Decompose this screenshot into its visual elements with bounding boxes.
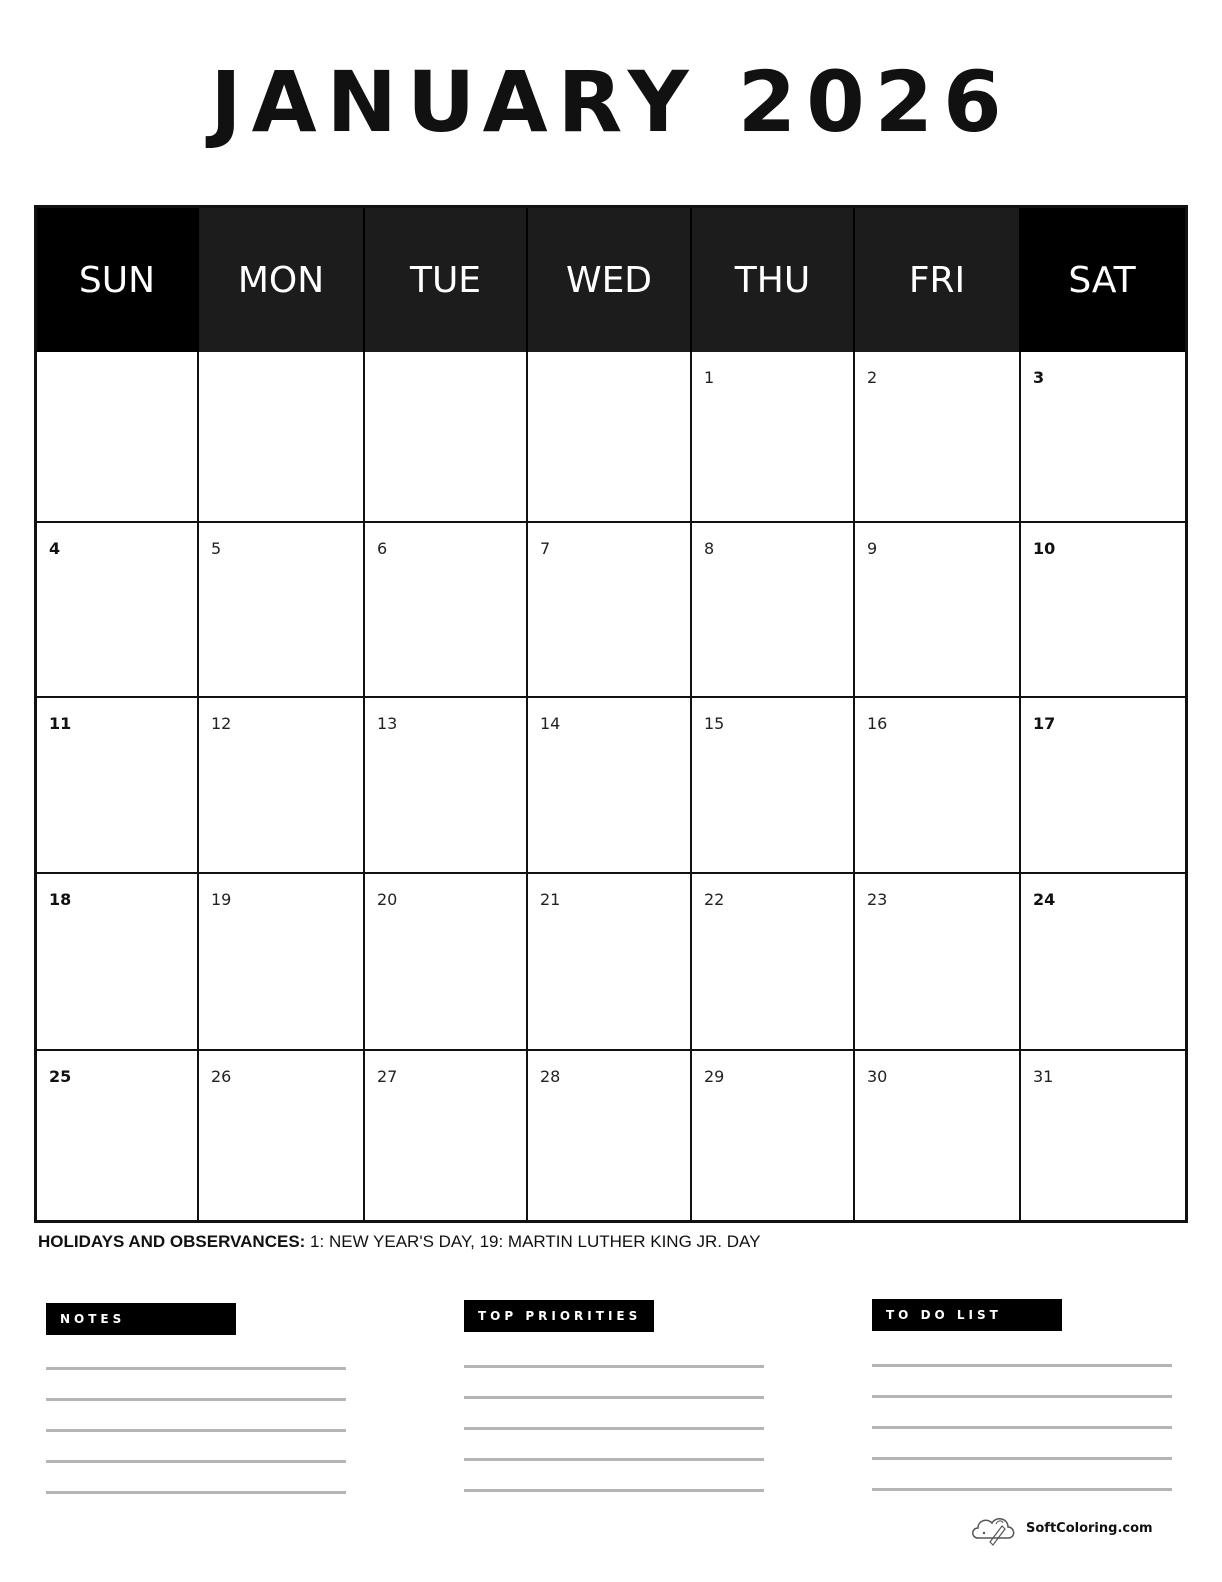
day-cell <box>1021 874 1185 1051</box>
day-cell <box>692 352 855 523</box>
day-cell <box>692 1051 855 1220</box>
day-cell <box>1021 698 1185 874</box>
day-number: 26 <box>211 1067 232 1086</box>
day-cell <box>199 1051 365 1220</box>
day-cell <box>37 352 199 523</box>
day-number: 16 <box>867 714 888 733</box>
day-number: 28 <box>540 1067 561 1086</box>
day-number: 24 <box>1033 890 1056 909</box>
holidays-label: HOLIDAYS AND OBSERVANCES: <box>38 1232 306 1251</box>
writing-line <box>464 1458 764 1461</box>
cloud-pencil-logo-icon <box>968 1508 1020 1548</box>
day-cell <box>855 874 1021 1051</box>
day-number: 27 <box>377 1067 398 1086</box>
writing-line <box>872 1457 1172 1460</box>
brand-watermark <box>968 1508 1153 1548</box>
day-cell <box>855 523 1021 698</box>
day-number: 8 <box>704 539 715 558</box>
writing-line <box>464 1396 764 1399</box>
weekday-header-thu: THU <box>692 208 855 352</box>
day-number: 5 <box>211 539 222 558</box>
day-cell <box>199 698 365 874</box>
notes-label: NOTES <box>46 1303 236 1335</box>
notes-section <box>46 1303 348 1335</box>
day-number: 9 <box>867 539 878 558</box>
weekday-header-mon: MON <box>199 208 365 352</box>
day-cell <box>692 698 855 874</box>
day-number: 13 <box>377 714 398 733</box>
day-number: 1 <box>704 368 715 387</box>
writing-line <box>46 1491 346 1494</box>
day-number: 31 <box>1033 1067 1054 1086</box>
day-number: 14 <box>540 714 561 733</box>
day-number: 23 <box>867 890 888 909</box>
day-cell <box>528 874 692 1051</box>
day-cell <box>199 352 365 523</box>
to-do-list-label: TO DO LIST <box>872 1299 1062 1331</box>
weekday-header-sun: SUN <box>37 208 199 352</box>
calendar-title: JANUARY 2026 <box>210 53 1012 151</box>
writing-line <box>464 1365 764 1368</box>
day-cell <box>1021 523 1185 698</box>
day-number: 10 <box>1033 539 1056 558</box>
calendar-grid <box>34 205 1188 1223</box>
top-priorities-label: TOP PRIORITIES <box>464 1300 654 1332</box>
day-cell <box>692 523 855 698</box>
day-cell <box>528 523 692 698</box>
day-number: 29 <box>704 1067 725 1086</box>
day-cell <box>37 1051 199 1220</box>
day-number: 25 <box>49 1067 72 1086</box>
weekday-header-fri: FRI <box>855 208 1021 352</box>
day-number: 22 <box>704 890 725 909</box>
writing-line <box>46 1460 346 1463</box>
day-number: 20 <box>377 890 398 909</box>
day-cell <box>365 1051 528 1220</box>
day-cell <box>365 698 528 874</box>
writing-line <box>464 1427 764 1430</box>
holidays-note <box>38 1232 760 1252</box>
day-number: 17 <box>1033 714 1056 733</box>
day-cell <box>692 874 855 1051</box>
day-cell <box>199 523 365 698</box>
writing-line <box>872 1395 1172 1398</box>
day-number: 19 <box>211 890 232 909</box>
day-number: 21 <box>540 890 561 909</box>
day-number: 3 <box>1033 368 1045 387</box>
weekday-header-tue: TUE <box>365 208 528 352</box>
day-number: 12 <box>211 714 232 733</box>
holidays-text: 1: NEW YEAR'S DAY, 19: MARTIN LUTHER KING JR. DAY <box>305 1232 761 1251</box>
day-cell <box>37 523 199 698</box>
day-cell <box>365 523 528 698</box>
weekday-header-wed: WED <box>528 208 692 352</box>
day-cell <box>37 874 199 1051</box>
day-number: 2 <box>867 368 878 387</box>
day-number: 4 <box>49 539 61 558</box>
day-cell <box>528 1051 692 1220</box>
to-do-list-section <box>872 1299 1174 1331</box>
weekday-header-sat: SAT <box>1021 208 1185 352</box>
day-cell <box>1021 1051 1185 1220</box>
day-cell <box>365 874 528 1051</box>
writing-line <box>464 1489 764 1492</box>
day-number: 6 <box>377 539 388 558</box>
day-number: 18 <box>49 890 72 909</box>
day-number: 11 <box>49 714 72 733</box>
day-cell <box>199 874 365 1051</box>
top-priorities-section <box>464 1300 766 1332</box>
day-number: 15 <box>704 714 725 733</box>
day-cell <box>37 698 199 874</box>
writing-line <box>872 1364 1172 1367</box>
writing-line <box>46 1429 346 1432</box>
day-number: 7 <box>540 539 551 558</box>
day-cell <box>855 352 1021 523</box>
brand-text: SoftColoring.com <box>1026 1520 1153 1536</box>
day-cell <box>528 352 692 523</box>
writing-line <box>46 1367 346 1370</box>
writing-line <box>46 1398 346 1401</box>
day-cell <box>528 698 692 874</box>
day-cell <box>855 1051 1021 1220</box>
day-number: 30 <box>867 1067 888 1086</box>
writing-line <box>872 1488 1172 1491</box>
day-cell <box>1021 352 1185 523</box>
writing-line <box>872 1426 1172 1429</box>
day-cell <box>365 352 528 523</box>
day-cell <box>855 698 1021 874</box>
